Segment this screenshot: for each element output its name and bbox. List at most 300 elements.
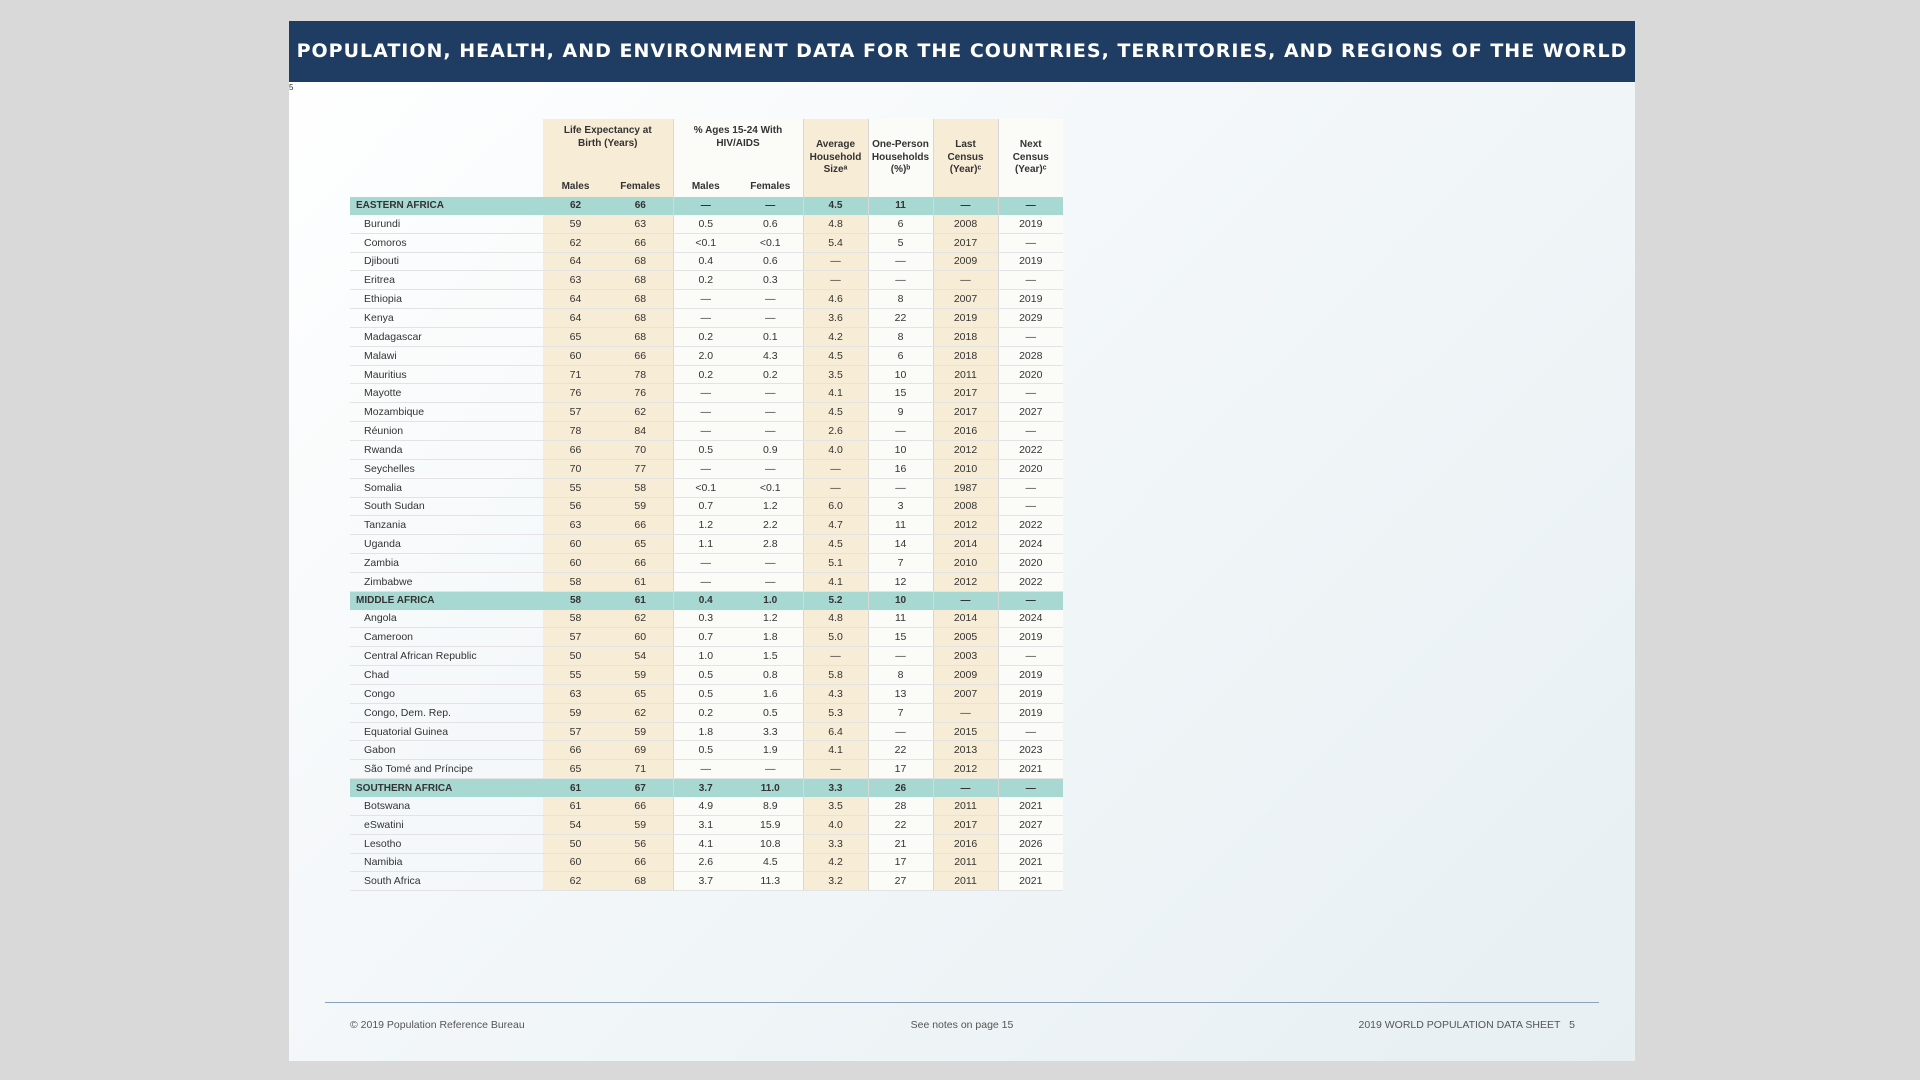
cell-hiv-females: 0.9 [738,440,803,459]
cell-household-size: 3.6 [803,309,868,328]
cell-next-census: — [998,197,1063,215]
header-le-males: Males [543,156,608,197]
cell-one-person: — [868,647,933,666]
cell-hiv-males: — [673,290,738,309]
cell-next-census: — [998,779,1063,797]
cell-last-census: — [933,779,998,797]
cell-hiv-females: 1.2 [738,497,803,516]
cell-one-person: 26 [868,779,933,797]
cell-hiv-females: 1.6 [738,684,803,703]
header-life-expectancy: Life Expectancy at Birth (Years) [543,119,673,156]
cell-last-census: 2018 [933,327,998,346]
cell-last-census: 2011 [933,797,998,815]
cell-le-males: 63 [543,684,608,703]
cell-le-females: 67 [608,779,673,797]
cell-le-males: 50 [543,647,608,666]
cell-household-size: 4.5 [803,403,868,422]
cell-le-females: 59 [608,497,673,516]
cell-next-census: 2022 [998,572,1063,591]
cell-household-size: 3.5 [803,797,868,815]
cell-one-person: 22 [868,309,933,328]
cell-one-person: — [868,252,933,271]
cell-le-males: 66 [543,440,608,459]
table-row [350,666,1063,685]
cell-one-person: 11 [868,516,933,535]
cell-household-size: 4.8 [803,215,868,233]
country-name: Mauritius [350,365,543,384]
cell-le-females: 66 [608,346,673,365]
cell-next-census: 2024 [998,535,1063,554]
cell-last-census: — [933,703,998,722]
cell-one-person: 8 [868,666,933,685]
cell-last-census: 2007 [933,290,998,309]
cell-le-females: 63 [608,215,673,233]
cell-le-males: 60 [543,853,608,872]
country-name: Tanzania [350,516,543,535]
footer-sheet-title: 2019 WORLD POPULATION DATA SHEET [1358,1019,1561,1031]
cell-one-person: 7 [868,703,933,722]
cell-hiv-males: <0.1 [673,478,738,497]
cell-le-males: 70 [543,459,608,478]
cell-hiv-females: 0.6 [738,252,803,271]
cell-next-census: 2019 [998,628,1063,647]
cell-hiv-males: 0.7 [673,497,738,516]
cell-next-census: 2019 [998,290,1063,309]
cell-next-census: 2024 [998,610,1063,628]
cell-le-females: 68 [608,309,673,328]
cell-hiv-males: 0.4 [673,591,738,609]
cell-last-census: 2011 [933,853,998,872]
cell-one-person: — [868,422,933,441]
cell-next-census: 2029 [998,309,1063,328]
cell-household-size: 5.3 [803,703,868,722]
cell-hiv-males: <0.1 [673,233,738,252]
cell-le-females: 61 [608,591,673,609]
cell-last-census: — [933,271,998,290]
country-name: Malawi [350,346,543,365]
cell-le-males: 71 [543,365,608,384]
cell-last-census: 2007 [933,684,998,703]
region-row [350,197,1063,215]
footer-notes: See notes on page 15 [910,1019,1014,1031]
table-row [350,797,1063,815]
cell-le-females: 58 [608,478,673,497]
footer-divider [325,1002,1599,1003]
cell-hiv-females: 1.5 [738,647,803,666]
cell-hiv-females: — [738,459,803,478]
cell-one-person: 7 [868,554,933,573]
cell-last-census: 2008 [933,497,998,516]
cell-hiv-females: 0.6 [738,215,803,233]
table-row [350,252,1063,271]
cell-hiv-males: 0.5 [673,741,738,760]
cell-le-males: 59 [543,215,608,233]
cell-one-person: 8 [868,327,933,346]
cell-le-females: 66 [608,197,673,215]
country-name: Congo, Dem. Rep. [350,703,543,722]
cell-last-census: 2013 [933,741,998,760]
table-row [350,422,1063,441]
country-name: São Tomé and Príncipe [350,760,543,779]
cell-next-census: 2020 [998,459,1063,478]
table-row [350,815,1063,834]
cell-hiv-males: 0.5 [673,684,738,703]
table-row [350,403,1063,422]
cell-one-person: 22 [868,741,933,760]
region-row [350,779,1063,797]
cell-hiv-females: — [738,572,803,591]
cell-next-census: 2019 [998,666,1063,685]
cell-hiv-males: — [673,760,738,779]
cell-le-females: 62 [608,703,673,722]
cell-le-females: 54 [608,647,673,666]
cell-le-males: 61 [543,797,608,815]
cell-hiv-females: — [738,197,803,215]
header-spacer [350,156,543,197]
cell-next-census: 2021 [998,853,1063,872]
cell-next-census: 2023 [998,741,1063,760]
cell-hiv-males: 0.4 [673,252,738,271]
table-body [350,197,1063,891]
cell-le-males: 62 [543,872,608,891]
cell-last-census: 2010 [933,554,998,573]
cell-hiv-females: 15.9 [738,815,803,834]
country-name: Gabon [350,741,543,760]
cell-le-males: 58 [543,610,608,628]
cell-le-males: 58 [543,591,608,609]
country-name: Rwanda [350,440,543,459]
cell-last-census: — [933,197,998,215]
cell-hiv-males: 1.2 [673,516,738,535]
cell-one-person: — [868,478,933,497]
cell-next-census: 2021 [998,872,1063,891]
cell-household-size: — [803,271,868,290]
table-row [350,628,1063,647]
cell-le-females: 68 [608,271,673,290]
cell-last-census: 2017 [933,815,998,834]
cell-le-males: 64 [543,290,608,309]
cell-next-census: — [998,722,1063,741]
cell-le-males: 50 [543,834,608,853]
cell-hiv-males: 0.7 [673,628,738,647]
country-name: Zimbabwe [350,572,543,591]
cell-hiv-males: 1.0 [673,647,738,666]
cell-hiv-females: 0.8 [738,666,803,685]
cell-hiv-females: — [738,760,803,779]
country-name: South Africa [350,872,543,891]
cell-le-males: 57 [543,403,608,422]
cell-le-males: 66 [543,741,608,760]
cell-hiv-males: 0.2 [673,365,738,384]
cell-next-census: 2020 [998,365,1063,384]
cell-hiv-females: 2.8 [738,535,803,554]
cell-last-census: 2005 [933,628,998,647]
cell-hiv-females: 1.2 [738,610,803,628]
cell-last-census: 2009 [933,252,998,271]
cell-hiv-males: 0.3 [673,610,738,628]
cell-le-females: 69 [608,741,673,760]
cell-household-size: 4.0 [803,440,868,459]
cell-le-males: 62 [543,233,608,252]
table-row [350,459,1063,478]
cell-hiv-males: 1.8 [673,722,738,741]
cell-hiv-females: 11.3 [738,872,803,891]
country-name: Cameroon [350,628,543,647]
cell-hiv-males: 1.1 [673,535,738,554]
header-hiv-males: Males [673,156,738,197]
cell-le-females: 68 [608,252,673,271]
title-banner [289,21,1635,82]
cell-le-females: 66 [608,554,673,573]
cell-next-census: 2019 [998,684,1063,703]
cell-hiv-males: 3.7 [673,872,738,891]
cell-last-census: 2017 [933,384,998,403]
cell-one-person: 6 [868,215,933,233]
cell-le-males: 64 [543,252,608,271]
cell-le-females: 56 [608,834,673,853]
cell-last-census: 2012 [933,440,998,459]
region-name: SOUTHERN AFRICA [350,779,543,797]
cell-one-person: 17 [868,853,933,872]
country-name: Lesotho [350,834,543,853]
table-row [350,384,1063,403]
cell-next-census: — [998,591,1063,609]
cell-household-size: 4.5 [803,197,868,215]
cell-one-person: 11 [868,610,933,628]
country-name: eSwatini [350,815,543,834]
header-next-census: Next Census (Year)ᶜ [998,119,1063,197]
table-row [350,647,1063,666]
cell-le-males: 61 [543,779,608,797]
cell-le-males: 57 [543,722,608,741]
table-row [350,610,1063,628]
country-name: Zambia [350,554,543,573]
cell-next-census: 2028 [998,346,1063,365]
region-row [350,591,1063,609]
country-name: Equatorial Guinea [350,722,543,741]
cell-household-size: 4.1 [803,572,868,591]
cell-last-census: 2016 [933,422,998,441]
cell-one-person: 16 [868,459,933,478]
cell-household-size: 5.8 [803,666,868,685]
cell-hiv-males: — [673,384,738,403]
header-le-females: Females [608,156,673,197]
cell-le-females: 62 [608,610,673,628]
cell-household-size: — [803,478,868,497]
table-row [350,853,1063,872]
cell-hiv-females: <0.1 [738,233,803,252]
cell-last-census: 2010 [933,459,998,478]
cell-le-males: 60 [543,554,608,573]
cell-last-census: 2011 [933,365,998,384]
table-row [350,327,1063,346]
cell-le-females: 68 [608,872,673,891]
cell-household-size: 5.4 [803,233,868,252]
cell-le-females: 78 [608,365,673,384]
cell-last-census: 2012 [933,516,998,535]
cell-household-size: — [803,760,868,779]
country-name: Ethiopia [350,290,543,309]
country-name: Burundi [350,215,543,233]
cell-hiv-females: 3.3 [738,722,803,741]
country-name: Botswana [350,797,543,815]
cell-household-size: 4.7 [803,516,868,535]
table-row [350,497,1063,516]
cell-hiv-females: 1.9 [738,741,803,760]
region-name: MIDDLE AFRICA [350,591,543,609]
cell-last-census: — [933,591,998,609]
cell-one-person: 11 [868,197,933,215]
cell-next-census: 2026 [998,834,1063,853]
cell-next-census: 2021 [998,797,1063,815]
cell-household-size: 3.3 [803,779,868,797]
country-name: Chad [350,666,543,685]
cell-one-person: 28 [868,797,933,815]
table-row [350,722,1063,741]
cell-le-males: 56 [543,497,608,516]
cell-hiv-males: 0.2 [673,703,738,722]
cell-next-census: — [998,422,1063,441]
cell-hiv-females: 4.3 [738,346,803,365]
cell-hiv-males: 0.2 [673,271,738,290]
country-name: Comoros [350,233,543,252]
cell-hiv-females: — [738,554,803,573]
cell-le-females: 59 [608,815,673,834]
cell-household-size: 2.6 [803,422,868,441]
cell-last-census: 2014 [933,610,998,628]
cell-household-size: 6.0 [803,497,868,516]
table-row [350,535,1063,554]
cell-le-females: 68 [608,327,673,346]
cell-one-person: 14 [868,535,933,554]
cell-next-census: 2022 [998,516,1063,535]
cell-hiv-males: 0.5 [673,215,738,233]
country-name: Mayotte [350,384,543,403]
cell-hiv-males: — [673,554,738,573]
table-row [350,760,1063,779]
cell-hiv-males: 4.1 [673,834,738,853]
cell-hiv-females: 1.8 [738,628,803,647]
cell-hiv-females: 0.2 [738,365,803,384]
cell-hiv-females: 2.2 [738,516,803,535]
cell-next-census: — [998,233,1063,252]
cell-household-size: 4.5 [803,535,868,554]
cell-hiv-females: 11.0 [738,779,803,797]
cell-household-size: 4.3 [803,684,868,703]
country-name: Djibouti [350,252,543,271]
cell-hiv-males: — [673,309,738,328]
cell-hiv-females: 4.5 [738,853,803,872]
cell-hiv-females: 0.1 [738,327,803,346]
cell-one-person: 12 [868,572,933,591]
cell-last-census: 2018 [933,346,998,365]
cell-last-census: 2012 [933,572,998,591]
cell-household-size: 4.5 [803,346,868,365]
cell-one-person: 21 [868,834,933,853]
cell-one-person: 13 [868,684,933,703]
cell-le-females: 62 [608,403,673,422]
table-row [350,215,1063,233]
table-row [350,309,1063,328]
cell-hiv-males: — [673,459,738,478]
cell-hiv-females: — [738,422,803,441]
cell-le-females: 59 [608,722,673,741]
region-name: EASTERN AFRICA [350,197,543,215]
table-row [350,271,1063,290]
cell-le-males: 64 [543,309,608,328]
cell-household-size: 3.5 [803,365,868,384]
cell-hiv-males: 0.5 [673,666,738,685]
cell-le-females: 60 [608,628,673,647]
header-spacer [350,119,543,156]
country-name: Angola [350,610,543,628]
cell-household-size: 4.8 [803,610,868,628]
header-hiv-females: Females [738,156,803,197]
cell-le-males: 78 [543,422,608,441]
cell-hiv-males: 3.7 [673,779,738,797]
cell-hiv-females: 0.5 [738,703,803,722]
table-row [350,365,1063,384]
cell-hiv-males: 4.9 [673,797,738,815]
country-name: Uganda [350,535,543,554]
cell-next-census: — [998,478,1063,497]
header-one-person-households: One-Person Households (%)ᵇ [868,119,933,197]
country-name: Central African Republic [350,647,543,666]
cell-le-males: 65 [543,327,608,346]
cell-hiv-males: — [673,197,738,215]
footer-copyright: © 2019 Population Reference Bureau [350,1019,525,1031]
cell-one-person: 15 [868,384,933,403]
cell-household-size: 4.1 [803,384,868,403]
cell-one-person: 17 [868,760,933,779]
cell-le-males: 63 [543,516,608,535]
cell-next-census: 2019 [998,703,1063,722]
cell-hiv-males: 0.2 [673,327,738,346]
cell-le-males: 59 [543,703,608,722]
cell-next-census: 2022 [998,440,1063,459]
cell-household-size: — [803,459,868,478]
table-row [350,684,1063,703]
cell-one-person: 22 [868,815,933,834]
country-name: Kenya [350,309,543,328]
cell-le-females: 68 [608,290,673,309]
cell-one-person: 10 [868,365,933,384]
cell-next-census: 2021 [998,760,1063,779]
data-sheet-page [289,21,1635,1061]
cell-one-person: 27 [868,872,933,891]
cell-hiv-males: — [673,403,738,422]
cell-household-size: 4.2 [803,853,868,872]
cell-le-females: 59 [608,666,673,685]
cell-next-census: — [998,271,1063,290]
cell-hiv-females: 0.3 [738,271,803,290]
cell-household-size: 6.4 [803,722,868,741]
cell-le-males: 60 [543,346,608,365]
cell-last-census: 2009 [933,666,998,685]
cell-le-females: 66 [608,853,673,872]
cell-le-males: 57 [543,628,608,647]
country-name: Réunion [350,422,543,441]
cell-le-females: 77 [608,459,673,478]
cell-hiv-males: 2.0 [673,346,738,365]
cell-next-census: — [998,327,1063,346]
cell-household-size: 5.1 [803,554,868,573]
country-name: Eritrea [350,271,543,290]
table-row [350,233,1063,252]
country-name: Somalia [350,478,543,497]
cell-hiv-females: 8.9 [738,797,803,815]
cell-next-census: 2019 [998,215,1063,233]
